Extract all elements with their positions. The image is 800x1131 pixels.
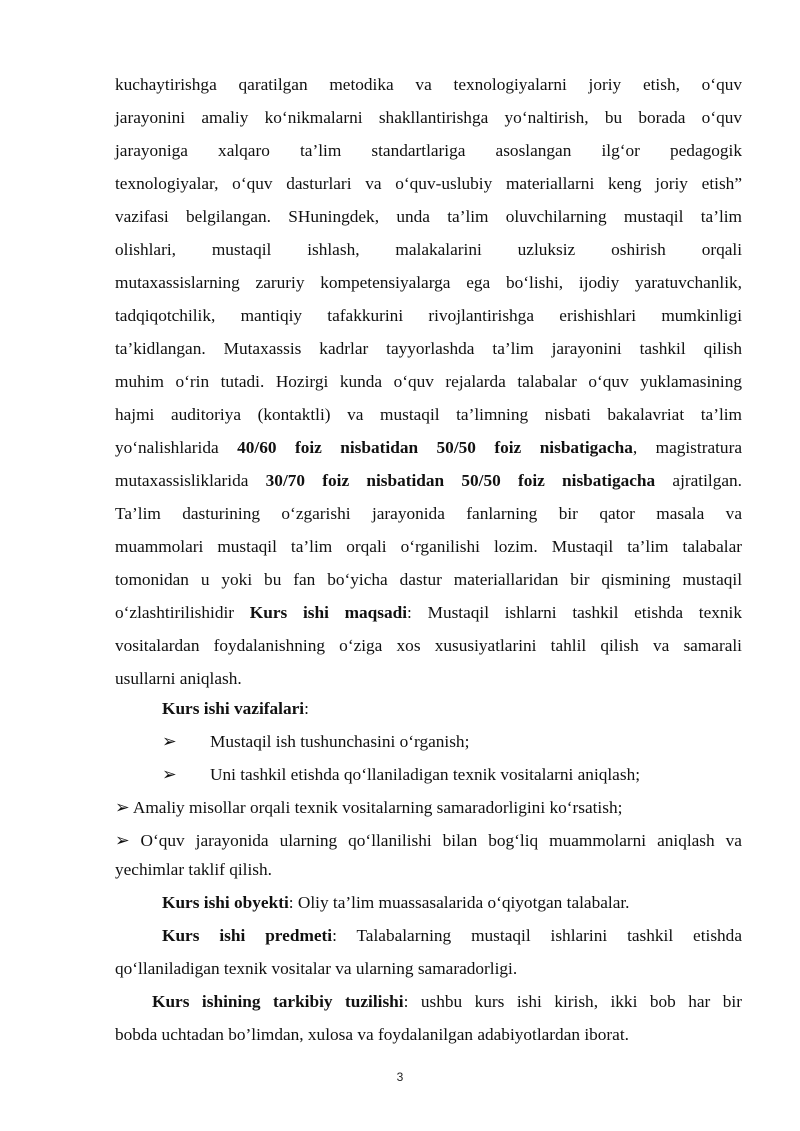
list-item bbox=[162, 764, 742, 786]
paragraph-line: muhim o‘rin tutadi. Hozirgi kunda o‘quv rejalarda talabalar o‘quv yuklamasining bbox=[115, 372, 742, 391]
paragraph-line: texnologiyalar, o‘quv dasturlari va o‘quv-uslubiy materiallarni keng joriy etish” bbox=[115, 174, 742, 193]
tasks-label: Kurs ishi vazifalari bbox=[162, 699, 305, 718]
structure-label: Kurs ishining tarkibiy tuzilishi bbox=[152, 992, 404, 1011]
paragraph-line: hajmi auditoriya (kontaktli) va mustaqil ta’limning nisbati bakalavriat ta’lim bbox=[115, 405, 742, 424]
tasks-colon: : bbox=[304, 699, 309, 718]
line-text: , magistratura bbox=[632, 438, 742, 457]
subject-label: Kurs ishi predmeti bbox=[162, 926, 333, 945]
paragraph-line: mutaxassislarning zaruriy kompetensiyalarga ega bo‘lishi, ijodiy yaratuvchanlik, bbox=[115, 273, 742, 292]
paragraph-line: olishlari, mustaqil ishlash, malakalarini uzluksiz oshirish orqali bbox=[115, 240, 742, 259]
paragraph-line: vositalardan foydalanishning o‘ziga xos xususiyatlarini tahlil qilish va samarali bbox=[115, 636, 742, 655]
paragraph-line bbox=[115, 437, 742, 459]
object-label: Kurs ishi obyekti bbox=[162, 893, 289, 912]
paragraph-line bbox=[115, 602, 742, 624]
bold-ratio: 40/60 foiz nisbatidan 50/50 foiz nisbatigacha bbox=[237, 438, 633, 457]
structure-line-2: bobda uchtadan bo’limdan, xulosa va foydalanilgan adabiyotlardan iborat. bbox=[115, 1025, 629, 1044]
line-text: mutaxassisliklarida bbox=[115, 471, 266, 490]
subject-line-2: qo‘llaniladigan texnik vositalar va ularning samaradorligi. bbox=[115, 959, 518, 978]
paragraph-line: jarayonini amaliy ko‘nikmalarni shakllantirishga yo‘naltirish, bu borada o‘quv bbox=[115, 108, 742, 127]
arrow-bullet-icon: ➢ bbox=[115, 831, 130, 850]
list-item-continuation: yechimlar taklif qilish. bbox=[115, 860, 272, 879]
line-text: o‘zlashtirilishidir bbox=[115, 603, 250, 622]
object-line bbox=[162, 892, 789, 914]
subject-line bbox=[162, 925, 742, 947]
arrow-bullet-icon: ➢ bbox=[162, 765, 177, 784]
paragraph-line: vazifasi belgilangan. SHuningdek, unda ta’lim oluvchilarning mustaqil ta’lim bbox=[115, 207, 742, 226]
paragraph-line bbox=[115, 470, 742, 492]
goal-label: Kurs ishi maqsadi bbox=[249, 603, 408, 622]
line-text: ajratilgan. bbox=[655, 471, 742, 490]
page-number: 3 bbox=[396, 1070, 404, 1084]
list-item-text: Amaliy misollar orqali texnik vositalarning samaradorligini ko‘rsatish; bbox=[132, 798, 623, 817]
object-text: : Oliy ta’lim muassasalarida o‘qiyotgan talabalar. bbox=[288, 893, 630, 912]
structure-text: : ushbu kurs ishi kirish, ikki bob har bir bbox=[403, 992, 742, 1011]
list-item bbox=[115, 830, 742, 852]
paragraph-line: jarayoniga xalqaro ta’lim standartlariga asoslangan ilg‘or pedagogik bbox=[115, 141, 742, 160]
paragraph-line: Ta’lim dasturining o‘zgarishi jarayonida fanlarning bir qator masala va bbox=[115, 504, 742, 523]
tasks-heading bbox=[162, 698, 789, 720]
paragraph-line: muammolari mustaqil ta’lim orqali o‘rganilishi lozim. Mustaqil ta’lim talabalar bbox=[115, 537, 742, 556]
paragraph-line: tadqiqotchilik, mantiqiy tafakkurini rivojlantirishga erishishlari mumkinligi bbox=[115, 306, 742, 325]
paragraph-line: kuchaytirishga qaratilgan metodika va texnologiyalarni joriy etish, o‘quv bbox=[115, 75, 742, 94]
list-item bbox=[115, 797, 742, 819]
arrow-bullet-icon: ➢ bbox=[115, 798, 130, 817]
paragraph-line: ta’kidlangan. Mutaxassis kadrlar tayyorlashda ta’lim jarayonini tashkil qilish bbox=[115, 339, 742, 358]
arrow-bullet-icon: ➢ bbox=[162, 732, 177, 751]
list-item-text: O‘quv jarayonida ularning qo‘llanilishi bilan bog‘liq muammolarni aniqlash va bbox=[140, 831, 742, 850]
list-item bbox=[162, 731, 742, 753]
list-item-text: Mustaqil ish tushunchasini o‘rganish; bbox=[210, 732, 470, 751]
line-text: : Mustaqil ishlarni tashkil etishda texnik bbox=[407, 603, 742, 622]
paragraph-line: tomonidan u yoki bu fan bo‘yicha dastur materiallaridan bir qismining mustaqil bbox=[115, 570, 742, 589]
line-text: yo‘nalishlarida bbox=[115, 438, 238, 457]
bold-ratio: 30/70 foiz nisbatidan 50/50 foiz nisbatigacha bbox=[265, 471, 656, 490]
subject-text: : Talabalarning mustaqil ishlarini tashkil etishda bbox=[332, 926, 742, 945]
structure-line bbox=[152, 991, 742, 1013]
list-item-text: Uni tashkil etishda qo‘llaniladigan texnik vositalarni aniqlash; bbox=[210, 765, 641, 784]
paragraph-line: usullarni aniqlash. bbox=[115, 669, 242, 688]
